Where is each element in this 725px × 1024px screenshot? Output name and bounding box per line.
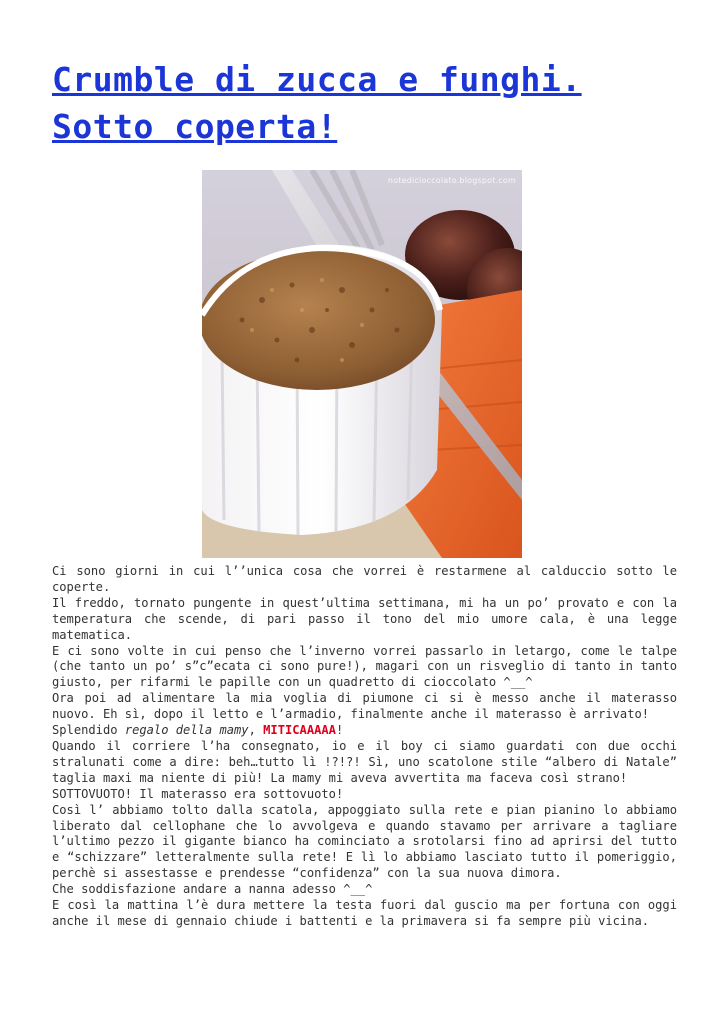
paragraph: Quando il corriere l’ha consegnato, io e il boy ci siamo guardati con due occhi stralunati come a dire: beh…tutto lì !?!?! Sì, uno scatolone stile “albero di Natale” taglia maxi ma niente di più! La mamy mi aveva avvertita ma faceva così strano!: [52, 738, 677, 785]
paragraph: [52, 723, 677, 739]
highlighted-text: MITICAAAAA: [263, 723, 336, 738]
post-title: [52, 56, 692, 150]
title-line-1: Crumble di zucca e funghi.: [52, 60, 582, 99]
paragraph: E ci sono volte in cui penso che l’inverno vorrei passarlo in letargo, come le talpe (che tanto un po’ s”c”ecata ci sono pure!), magari con un risveglio di tanto in tanto giusto, per rifarmi le papille con un quadretto di cioccolato ^__^: [52, 643, 677, 690]
title-line-2: Sotto coperta!: [52, 107, 338, 146]
photo-watermark: notedicioccolato.blogspot.com: [387, 176, 516, 185]
paragraph: Ci sono giorni in cui l’’unica cosa che vorrei è restarmene al calduccio sotto le coperte.: [52, 564, 677, 594]
crumble-photo: [202, 170, 522, 558]
paragraph: Così l’ abbiamo tolto dalla scatola, appoggiato sulla rete e pian pianino lo abbiamo liberato dal cellophane che lo avvolgeva e quando stavamo per arrivare a tagliare l’ultimo pezzo il gigante bianco ha cominciato a srotolarsi fino ad aprirsi del tutto e “schizzare” letteralmente sulla rete! E lì lo abbiamo lasciato tutto il pomeriggio, perchè si assestasse e prendesse “confidenza” con la sua nuova dimora.: [52, 802, 677, 881]
crumble-photo-illustration: [202, 170, 522, 558]
post-title-link[interactable]: [52, 60, 582, 146]
italic-text: regalo della mamy: [124, 723, 249, 738]
post-body: [52, 564, 677, 930]
paragraph: Ora poi ad alimentare la mia voglia di piumone ci si è messo anche il materasso nuovo. Eh sì, dopo il letto e l’armadio, finalmente anche il materasso è arrivato!: [52, 691, 677, 722]
paragraph: Che soddisfazione andare a nanna adesso ^__^: [52, 882, 373, 897]
paragraph: E così la mattina l’è dura mettere la testa fuori dal guscio ma per fortuna con oggi anche il mese di gennaio chiude i battenti e la primavera si fa sempre più vicina.: [52, 898, 677, 928]
paragraph-text: !: [335, 723, 344, 738]
paragraph-text: ,: [248, 723, 264, 738]
paragraph-text: Splendido: [52, 723, 125, 738]
paragraph: Il freddo, tornato pungente in quest’ultima settimana, mi ha un po’ provato e con la temperatura che scende, di pari passo il tono del mio umore cala, è una legge matematica.: [52, 595, 677, 642]
paragraph: SOTTOVUOTO! Il materasso era sottovuoto!: [52, 786, 344, 801]
